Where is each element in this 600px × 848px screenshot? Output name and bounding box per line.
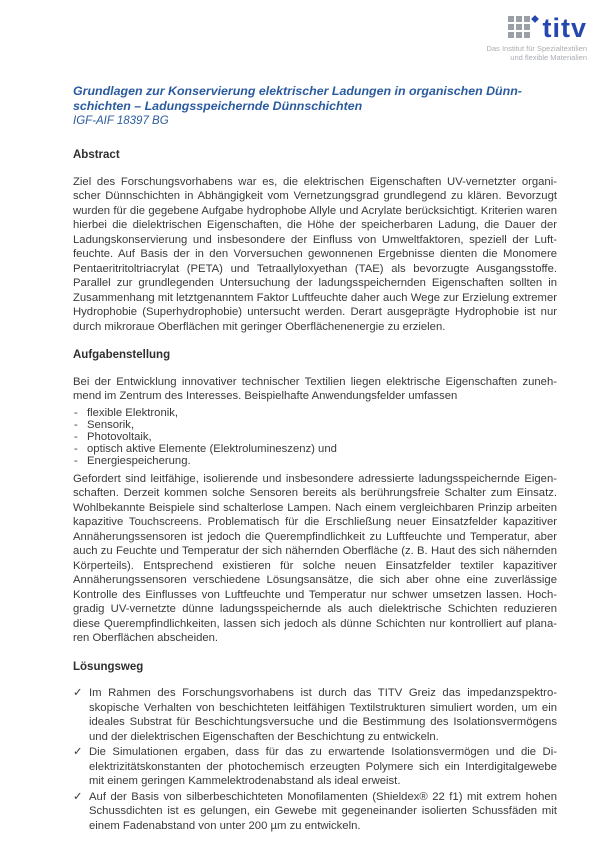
list-item-text: Photovoltaik,: [87, 430, 152, 443]
dash-bullet: -: [74, 418, 78, 431]
project-id: IGF-AIF 18397 BG: [73, 115, 169, 127]
check-bullet: ✓: [73, 687, 83, 700]
list-item-text: Auf der Basis von silberbeschichteten Monofilamenten (Shieldex® 22 f1) mit extrem hohen Schussdichten ist es gelungen, ein Gewebe mit gegeneinander isolierten Schussfäden mit einem Fadenabstand von unter 200 µm zu entwickeln.: [89, 790, 557, 832]
section-heading-aufgabenstellung: Aufgabenstellung: [73, 349, 171, 361]
list-item: [73, 745, 557, 789]
list-item-text: optisch aktive Elemente (Elektrolumineszenz) und: [87, 442, 337, 455]
section-heading-loesungsweg: Lösungsweg: [73, 660, 144, 673]
document-title: Grundlagen zur Konservierung elektrischer Ladungen in organischen Dünnschichten – Ladungsspeichernde Dünnschichten: [73, 84, 522, 113]
list-item: [73, 407, 557, 419]
list-item-text: Sensorik,: [87, 418, 135, 431]
dash-bullet: -: [74, 454, 78, 467]
list-item-text: flexible Elektronik,: [87, 406, 179, 419]
titv-grid-icon: [508, 16, 538, 38]
check-bullet: ✓: [73, 746, 83, 759]
list-item: [73, 431, 557, 443]
titv-tagline-line1: Das Institut für Spezialtextilien: [486, 44, 587, 53]
titv-logo: [487, 15, 587, 62]
list-item: [73, 443, 557, 455]
abstract-paragraph: Ziel des Forschungsvorhabens war es, die elektrischen Eigenschaften UV-vernetzter organischer Dünnschichten in Abhängigkeit vom Vernetzungsgrad grundlegend zu klären. Bevorzugt wurden für die gegebene Aufgabe hydrophobe Allyle und Acrylate berücksichtigt. Kriterien waren hierbei die dielektrischen Eigenschaften, die Höhe der speicherbaren Ladung, die Dauer der Ladungskonservierung und insbesondere der Einfluss von Umweltfaktoren, speziell der Luftfeuchte. Auf Basis der in den Vorversuchen gewonnenen Ergebnisse dienten die Monomere Pentaeritritoltriacrylat (PETA) und Tetraallyloxyethan (TAE) als bevorzugte Ausgangsstoffe. Parallel zur grundlegenden Untersuchung der ladungsspeichernden Eigenschaften sollten in Zusammenhang mit letztgenanntem Faktor Luftfeuchte daher auch Wege zur Erzielung extremer Hydrophobie (Superhydrophobie) untersucht werden. Derart ausgeprägte Hydrophobie ist nur durch mikroraue Oberflächen mit geringer Oberflächenenergie zu erzielen.: [73, 175, 557, 333]
titv-logo-top: [508, 15, 588, 41]
titv-diamond-icon: [531, 15, 539, 23]
check-bullet: ✓: [73, 790, 83, 803]
list-item-text: Im Rahmen des Forschungsvorhabens ist durch das TITV Greiz das impedanzspektroskopische Verhalten von beschichteten leitfähigen Textilstrukturen simuliert worden, um ein ideales Substrat für Beschichtungsversuche und die Bestimmung des Isolationsvermögens und der dielektrischen Eigenschaften der Beschichtung zu entwickeln.: [89, 687, 557, 743]
dash-bullet: -: [74, 442, 78, 455]
aufgabenstellung-intro: Bei der Entwicklung innovativer technischer Textilien liegen elektrische Eigenschaften zunehmend im Zentrum des Interesses. Beispielhafte Anwendungsfelder umfassen: [73, 375, 557, 402]
list-item: [73, 455, 557, 467]
section-heading-abstract: Abstract: [73, 149, 120, 161]
document-content: [73, 84, 557, 834]
titv-tagline: [487, 44, 587, 62]
aufgabenstellung-paragraph: Gefordert sind leitfähige, isolierende und insbesondere adressierte ladungsspeichernde Eigenschaften. Derzeit kommen solche Sensoren bereits als berührungsfreie Schalter zum Einsatz. Wohlbekannte Beispiele sind schalterlose Lampen. Nach einem vergleichbaren Prinzip arbeiten kapazitive Touchscreens. Problematisch für die Erschließung neuer Einsatzfelder kapazitiver Annäherungssensoren ist jedoch die Querempfindlichkeit zu Luftfeuchte und Temperatur, aber auch zu Feuchte und Temperatur der sich nähernden Oberfläche (z. B. Haut des sich nähernden Körperteils). Entsprechend existieren für solche neuen Einsatzfelder textiler kapazitiver Annäherungssensoren verschiedene Lösungsansätze, die sich aber ohne eine zuverlässige Kontrolle des Einflusses von Luftfeuchte und Temperatur nur schwer umsetzen lassen. Hochgradig UV-vernetzte dünne ladungsspeichernde als auch dielektrische Schichten reduzieren diese Querempfindlichkeiten, lassen sich jedoch als dünne Schichten nur kontrolliert auf planaren Oberflächen abscheiden.: [73, 472, 557, 645]
list-item-text: Energiespeicherung.: [87, 454, 191, 467]
titv-tagline-line2: und flexible Materialien: [510, 53, 587, 62]
solution-steps-list: [73, 686, 557, 833]
list-item: [73, 790, 557, 834]
list-item: [73, 686, 557, 744]
titv-wordmark: titv: [542, 13, 587, 43]
application-fields-list: [73, 407, 557, 467]
dash-bullet: -: [74, 406, 78, 419]
list-item-text: Die Simulationen ergaben, dass für das zu erwartende Isolationsvermögen und die Dielektrizitätskonstanten der photochemisch erzeugten Polymere sich ein Interdigitalgewebe mit einem geringen Kammelektrodenabstand als ideal erweist.: [89, 746, 557, 788]
dash-bullet: -: [74, 430, 78, 443]
list-item: [73, 419, 557, 431]
